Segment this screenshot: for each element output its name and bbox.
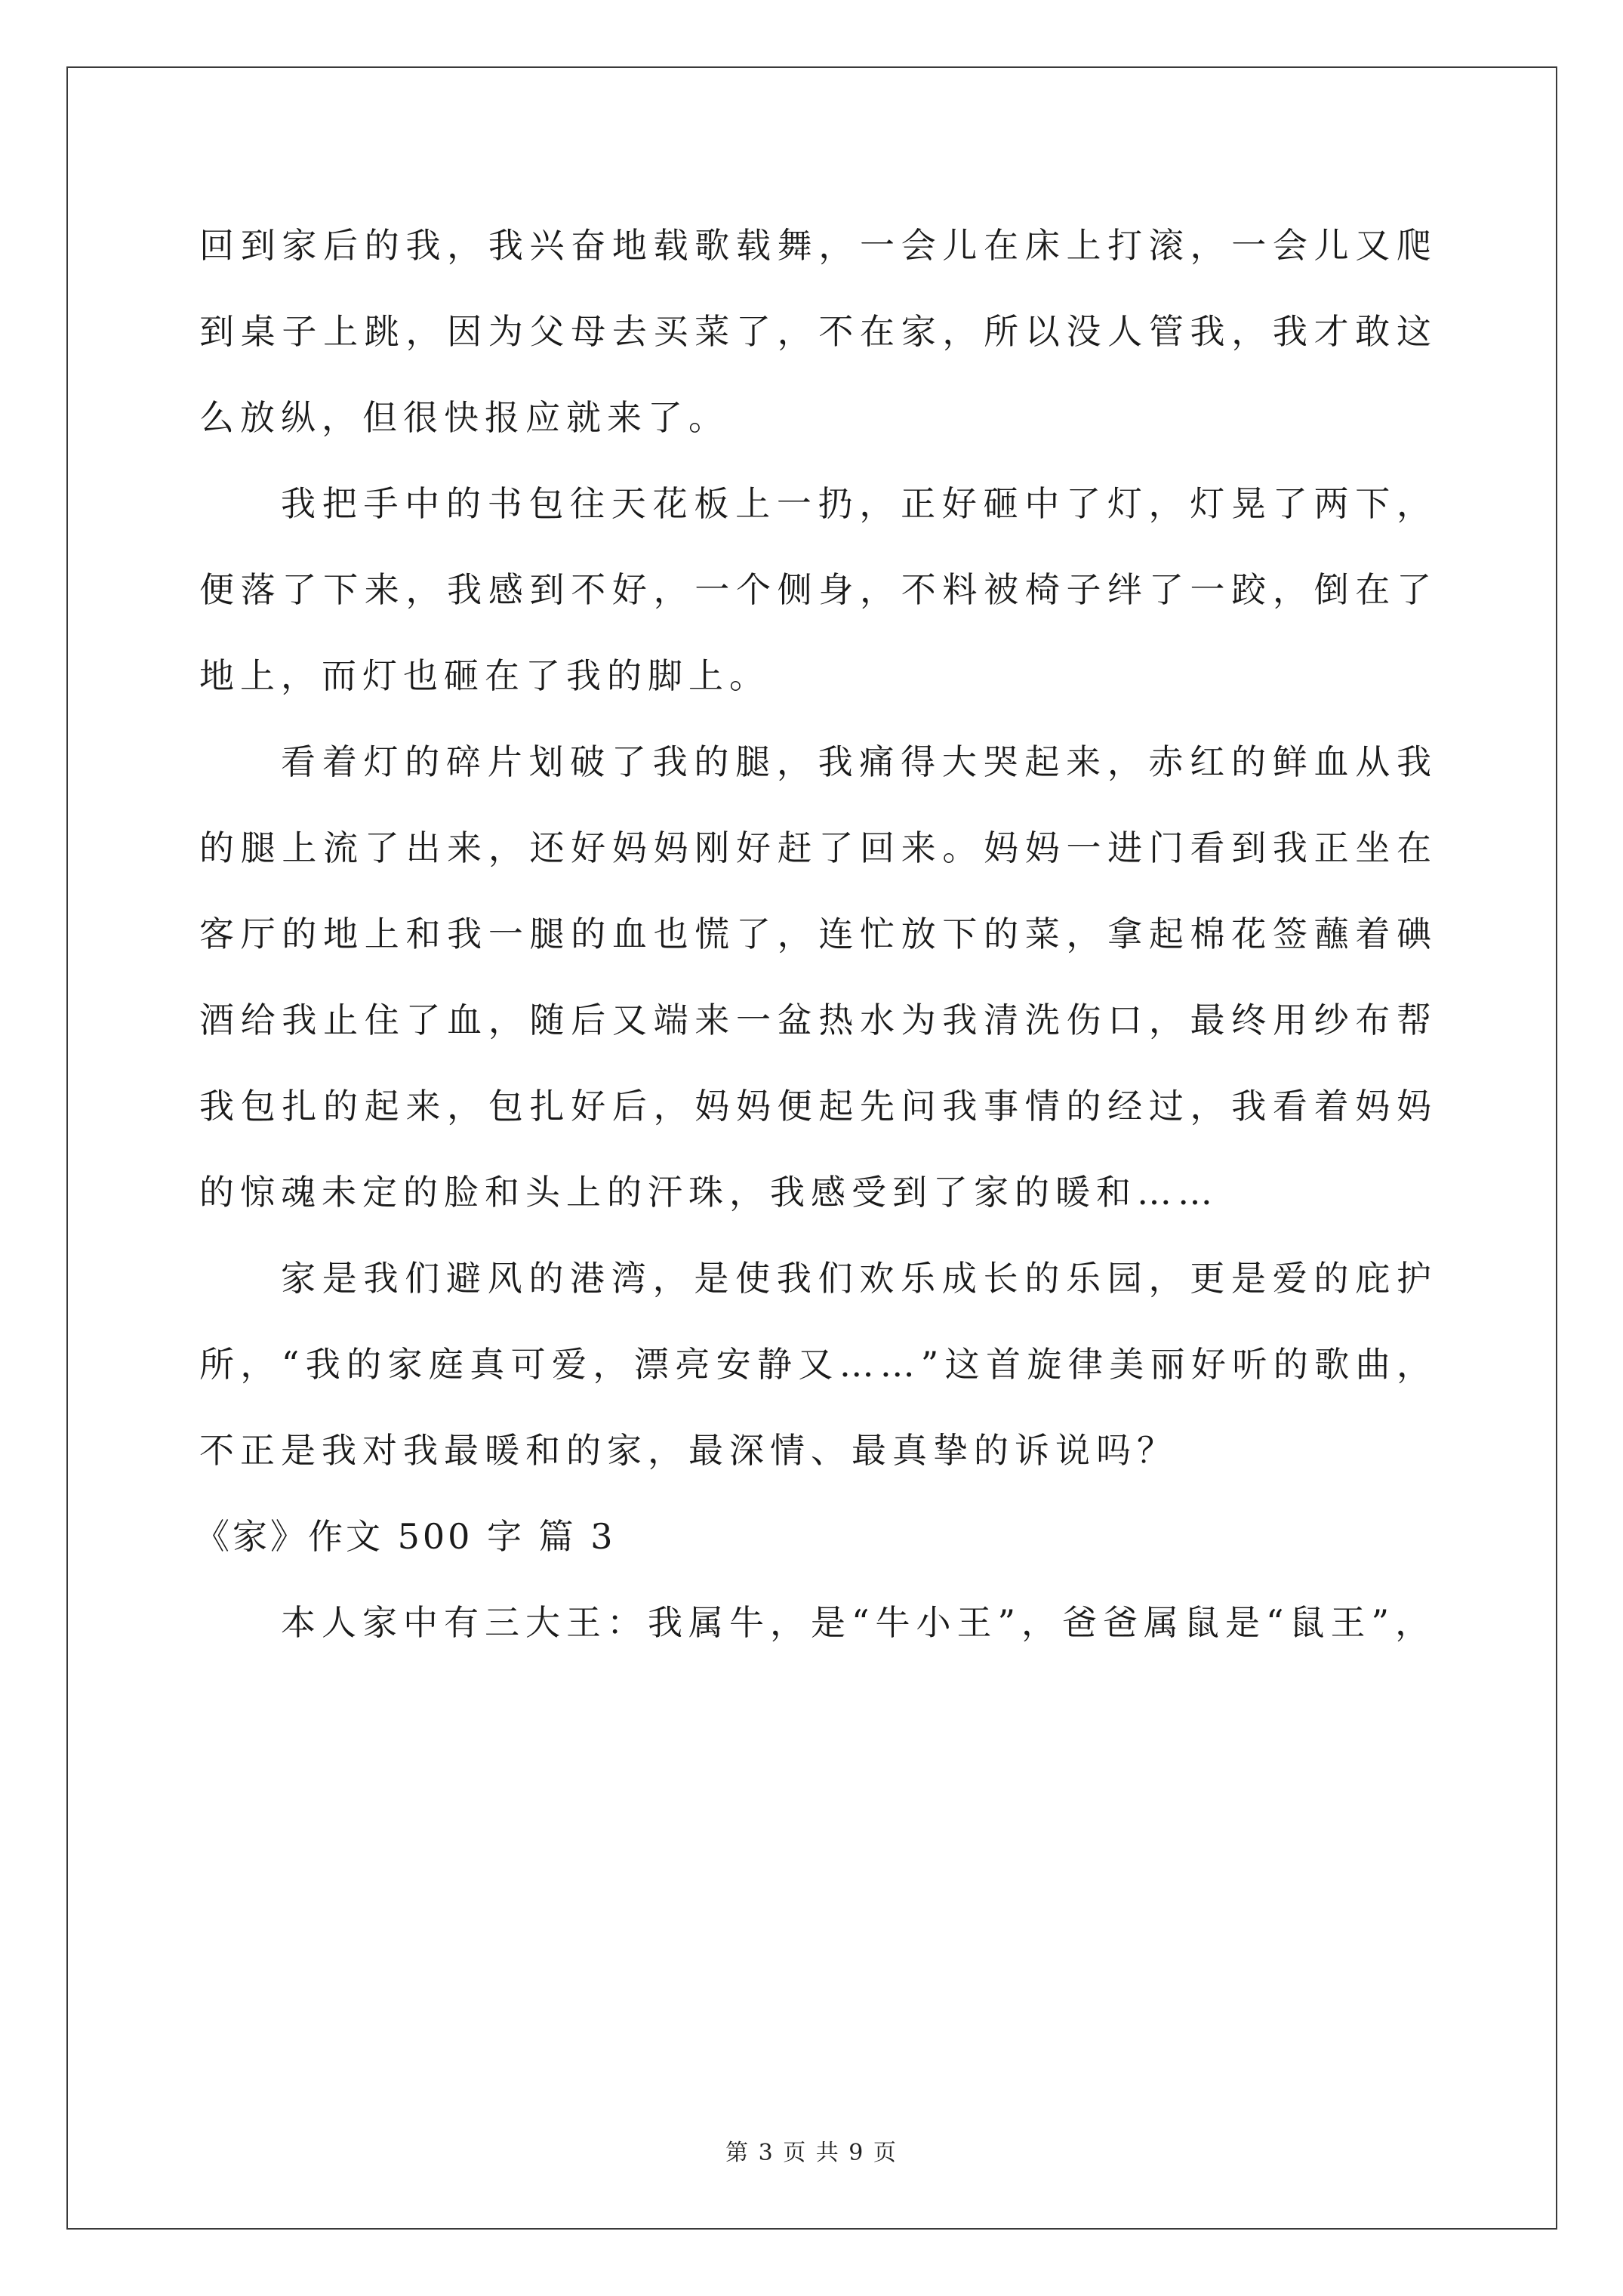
- paragraph-2: 我把手中的书包往天花板上一扔，正好砸中了灯，灯晃了两下，便落了下来，我感到不好，一个侧身，不料被椅子绊了一跤，倒在了地上，而灯也砸在了我的脚上。: [199, 483, 1437, 696]
- document-body: [195, 202, 1437, 1666]
- paragraph-4: 家是我们避风的港湾，是使我们欢乐成长的乐园，更是爱的庇护所，“我的家庭真可爱，漂亮安静又……”这首旋律美丽好听的歌曲，不正是我对我最暖和的家，最深情、最真挚的诉说吗？: [199, 1258, 1437, 1471]
- paragraph-5: 本人家中有三大王：我属牛，是“牛小王”，爸爸属鼠是“鼠王”，: [281, 1602, 1437, 1643]
- paragraph-1: 回到家后的我，我兴奋地载歌载舞，一会儿在床上打滚，一会儿又爬到桌子上跳，因为父母去买菜了，不在家，所以没人管我，我才敢这么放纵，但很快报应就来了。: [199, 225, 1437, 438]
- paragraph-3: 看着灯的碎片划破了我的腿，我痛得大哭起来，赤红的鲜血从我的腿上流了出来，还好妈妈刚好赶了回来。妈妈一进门看到我正坐在客厅的地上和我一腿的血也慌了，连忙放下的菜，拿起棉花签蘸着碘酒给我止住了血，随后又端来一盆热水为我清洗伤口，最终用纱布帮我包扎的起来，包扎好后，妈妈便起先问我事情的经过，我看着妈妈的惊魂未定的脸和头上的汗珠，我感受到了家的暖和……: [199, 741, 1437, 1213]
- page-number-footer: 第 3 页 共 9 页: [725, 2140, 898, 2166]
- section-heading: 《家》作文 500 字 篇 3: [195, 1516, 616, 1557]
